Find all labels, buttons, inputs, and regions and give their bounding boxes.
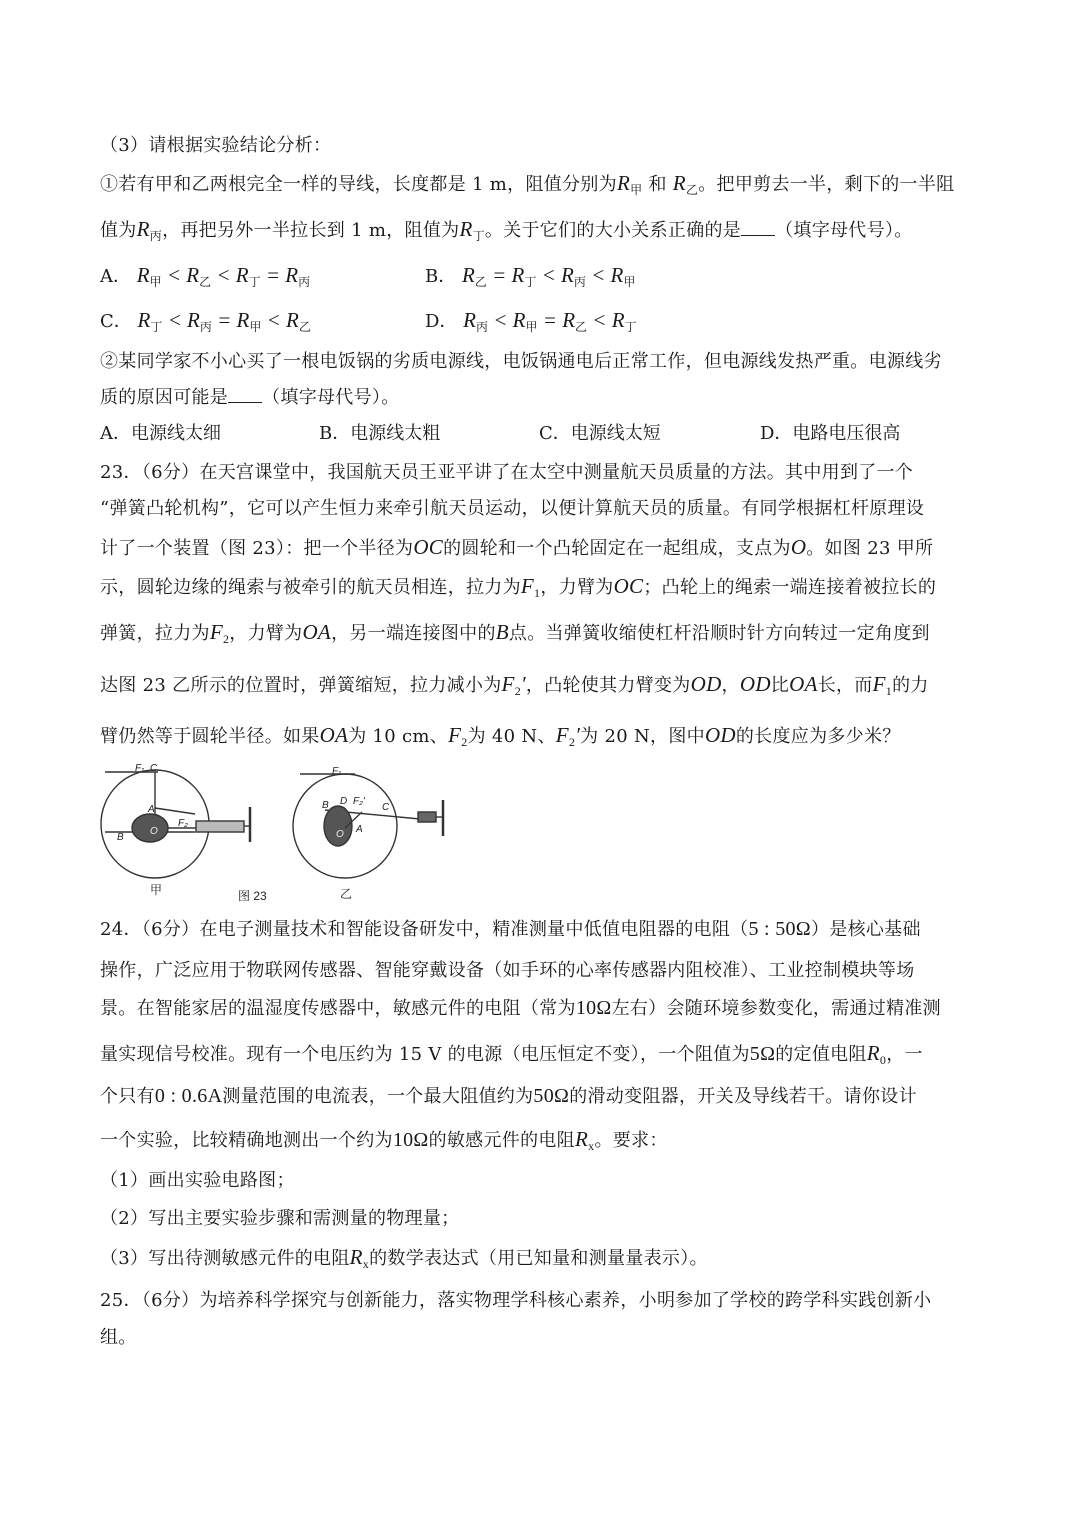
option-b[interactable]: B． $R_乙 = R_丁 < R_丙 < R_甲$	[425, 263, 636, 289]
svg-text:D: D	[340, 796, 348, 807]
q24-req2: （2）写出主要实验步骤和需测量的物理量；	[100, 1208, 460, 1229]
q24-line3: 景。在智能家居的温湿度传感器中，敏感元件的电阻（常为10Ω左右）会随环境参数变化，需通过精准测	[100, 997, 941, 1019]
q23-line6: 达图 23 乙所示的位置时，弹簧缩短，拉力减小为$F_2'$，凸轮使其力臂变为OD，OD比OA长，而$F_1$的力	[100, 672, 929, 698]
svg-text:O: O	[336, 829, 344, 840]
option2-d[interactable]: D．电路电压很高	[760, 423, 901, 444]
q23-line5: 弹簧，拉力为$F_2$，力臂为OA，另一端连接图中的B点。当弹簧收缩使杠杆沿顺时针方向转过一定角度到	[100, 620, 930, 646]
q22-sub2-line1: ②某同学家不小心买了一根电饭锅的劣质电源线，电饭锅通电后正常工作，但电源线发热严重。电源线劣	[100, 351, 942, 372]
svg-text:A: A	[356, 824, 363, 835]
q23-line7: 臂仍然等于圆轮半径。如果OA为 10 cm、$F_2$为 40 N、$F_2'$为 20 N，图中OD的长度应为多少米？	[100, 723, 901, 749]
q22-sub2-line2: 质的原因可能是 （填字母代号）。	[100, 387, 400, 408]
q24-req3: （3）写出待测敏感元件的电阻$R_x$的数学表达式（用已知量和测量量表示）。	[100, 1245, 708, 1271]
r-bing-symbol: $R_丙$	[136, 217, 163, 243]
left-spring	[196, 821, 244, 832]
svg-text:O: O	[150, 826, 158, 837]
option2-b[interactable]: B．电源线太粗	[319, 423, 441, 444]
figure-23-svg	[100, 762, 460, 912]
svg-text:B: B	[117, 832, 124, 843]
svg-text:F₁: F₁	[332, 766, 342, 777]
svg-text:F₂': F₂'	[353, 796, 365, 807]
option-c[interactable]: C． $R_丁 < R_丙 = R_甲 < R_乙$	[100, 308, 311, 334]
r-yi-symbol: $R_乙$	[672, 171, 699, 197]
q23-line4: 示，圆轮边缘的绳索与被牵引的航天员相连，拉力为$F_1$，力臂为OC；凸轮上的绳索一端连接着被拉长的	[100, 574, 937, 600]
fig-left-mechanism	[101, 770, 250, 878]
q25-line2: 组。	[100, 1327, 137, 1348]
svg-text:C: C	[382, 802, 390, 813]
q25-line1: 25．（6分）为培养科学探究与创新能力，落实物理学科核心素养，小明参加了学校的跨学科实践创新小	[100, 1290, 932, 1311]
svg-text:A: A	[148, 804, 155, 815]
fig-right-label: 乙	[340, 887, 353, 901]
q24-line1: 24．（6分）在电子测量技术和智能设备研发中，精准测量中低值电阻器的电阻（5 : 50Ω）是核心基础	[100, 918, 921, 940]
svg-text:F₁: F₁	[135, 763, 145, 774]
option2-c[interactable]: C．电源线太短	[539, 423, 661, 444]
q24-req1: （1）画出实验电路图；	[100, 1170, 295, 1191]
fig-left-label: 甲	[150, 883, 163, 897]
right-spring	[418, 812, 436, 822]
fig-caption: 图 23	[238, 889, 267, 903]
svg-text:C: C	[150, 763, 158, 774]
option-d[interactable]: D． $R_丙 < R_甲 = R_乙 < R_丁$	[425, 308, 637, 334]
q24-line2: 操作，广泛应用于物联网传感器、智能穿戴设备（如手环的心率传感器内阻校准）、工业控制模块等场	[100, 960, 915, 981]
svg-text:B: B	[322, 800, 329, 811]
figure-23	[100, 762, 460, 912]
option2-a[interactable]: A．电源线太细	[100, 423, 221, 444]
q23-line2: “弹簧凸轮机构”，它可以产生恒力来牵引航天员运动，以便计算航天员的质量。有同学根据杠杆原理设	[100, 498, 925, 519]
q22-part3-heading: （3）请根据实验结论分析：	[100, 135, 332, 156]
option-a[interactable]: A． $R_甲 < R_乙 < R_丁 = R_丙$	[100, 263, 311, 289]
q24-line4: 量实现信号校准。现有一个电压约为 15 V 的电源（电压恒定不变），一个阻值为5Ω的定值电阻$R_0$，一	[100, 1041, 923, 1067]
r-ding-symbol: $R_丁$	[459, 217, 485, 243]
q24-line6: 一个实验，比较精确地测出一个约为10Ω的敏感元件的电阻$R_x$。要求：	[100, 1127, 668, 1153]
q23-line1: 23．（6分）在天宫课堂中，我国航天员王亚平讲了在太空中测量航天员质量的方法。其中用到了一个	[100, 462, 914, 483]
q22-sub1-line2: 值为$R_丙$，再把另外一半拉长到 1 m，阻值为$R_丁$。关于它们的大小关系正确的是 （填字母代号）。	[100, 217, 913, 243]
answer-blank-2[interactable]	[228, 386, 262, 403]
fig-right-mechanism	[293, 774, 443, 878]
answer-blank-1[interactable]	[741, 219, 775, 236]
q24-line5: 个只有0 : 0.6A测量范围的电流表，一个最大阻值约为50Ω的滑动变阻器，开关及导线若干。请你设计	[100, 1085, 917, 1107]
q23-line3: 计了一个装置（图 23）：把一个半径为OC的圆轮和一个凸轮固定在一起组成，支点为O。如图 23 甲所	[100, 535, 934, 559]
q22-sub1-line1: ①若有甲和乙两根完全一样的导线，长度都是 1 m，阻值分别为$R_甲$ 和 $R_乙$。把甲剪去一半，剩下的一半阻	[100, 171, 955, 197]
svg-text:F₂: F₂	[178, 818, 188, 829]
r-jia-symbol: $R_甲$	[616, 171, 643, 197]
